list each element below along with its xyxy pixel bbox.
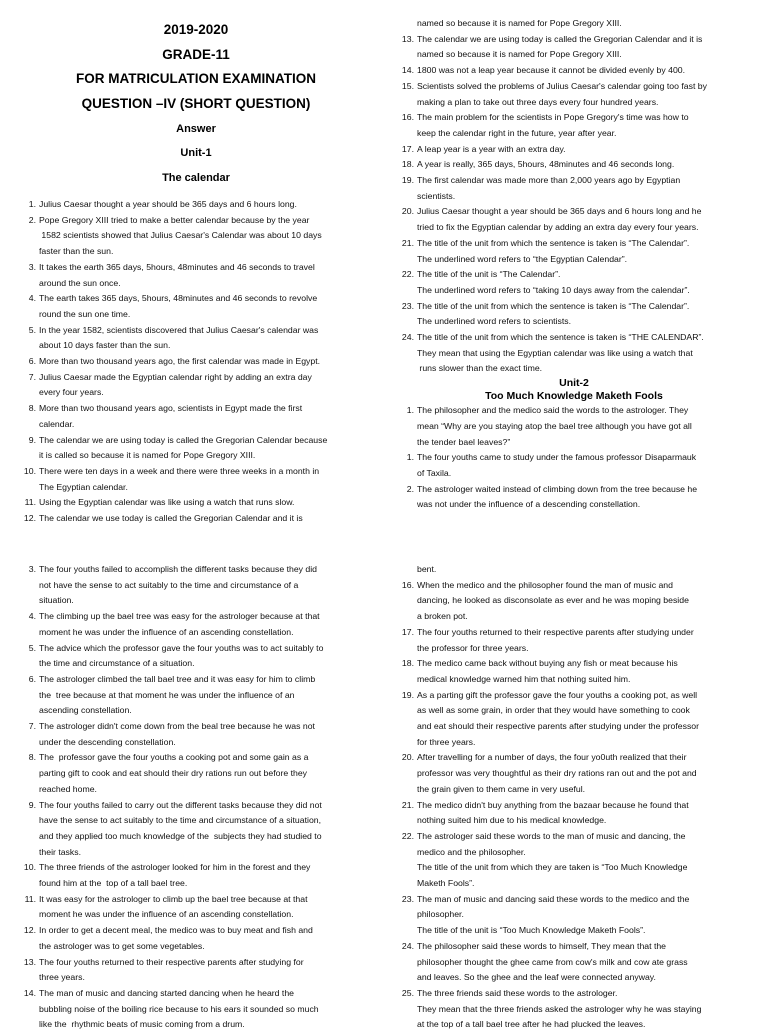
item-text: The earth takes 365 days, 5hours, 48minutes and 46 seconds to revolve round the sun one time. <box>39 293 318 319</box>
answer-list-unit2-part2 <box>20 562 372 1033</box>
list-item <box>20 213 372 260</box>
list-item <box>20 719 372 750</box>
item-number: 2. <box>406 483 414 494</box>
item-text: Julius Caesar thought a year should be 365 days and 6 hours long. <box>39 199 297 209</box>
heading-calendar: The calendar <box>162 172 230 184</box>
list-item <box>20 291 372 322</box>
list-item <box>20 923 372 954</box>
item-number: 20. <box>401 752 414 763</box>
heading-unit-2-title: Too Much Knowledge Maketh Fools <box>485 390 663 403</box>
heading-unit-1: Unit-1 <box>180 147 212 159</box>
item-number: 5. <box>28 642 36 653</box>
column-bottom-right <box>398 562 750 1033</box>
continuation-text: bent. <box>417 564 437 574</box>
item-number: 9. <box>28 434 36 445</box>
list-item <box>20 495 372 511</box>
item-text: The four youths returned to their respective parents after studying for three years. <box>39 956 304 983</box>
item-number: 18. <box>401 658 414 669</box>
heading-grade: GRADE-11 <box>162 46 230 62</box>
item-text: More than two thousand years ago, scientists in Egypt made the first calendar. <box>39 403 303 429</box>
item-text: The title of the unit from which the sentence is taken is “THE CALENDAR”. They mean that using the Egyptian calendar was like using a watch that runs slower than the exact time. <box>417 332 704 374</box>
item-text: The man of music and dancing said these words to the medico and the philosopher. The title of the unit is “Too Much Knowledge Maketh Fools”. <box>417 893 690 936</box>
column-top-right <box>398 16 750 513</box>
list-item <box>20 798 372 861</box>
item-text: The medico came back without buying any fish or meat because his medical knowledge warned him that nothing suited him. <box>417 658 678 684</box>
item-number: 7. <box>28 721 36 732</box>
item-number: 19. <box>401 175 414 186</box>
item-number: 8. <box>28 403 36 414</box>
list-item <box>20 464 372 495</box>
list-item <box>398 173 750 204</box>
item-text: 1800 was not a leap year because it cannot be divided evenly by 400. <box>417 65 686 76</box>
item-number: 14. <box>401 65 414 76</box>
answer-list-unit1-part1 <box>20 197 372 527</box>
item-number: 1. <box>406 405 414 416</box>
answer-list-unit2-part1 <box>398 403 750 513</box>
list-item <box>20 986 372 1033</box>
item-text: It takes the earth 365 days, 5hours, 48minutes and 46 seconds to travel around the sun once. <box>39 261 315 288</box>
heading-answer: Answer <box>176 123 216 135</box>
list-item <box>20 955 372 986</box>
column-top-left <box>20 18 372 527</box>
item-text: There were ten days in a week and there were three weeks in a month in The Egyptian calendar. <box>39 465 320 492</box>
list-item <box>20 260 372 291</box>
item-number: 21. <box>401 799 414 810</box>
item-text: The title of the unit from which the sentence is taken is “The Calendar”. The underlined word refers to scientists. <box>417 300 690 327</box>
item-number: 22. <box>401 830 414 841</box>
item-number: 17. <box>401 626 414 637</box>
heading-unit-2: Unit-2 <box>559 377 589 390</box>
item-text: In the year 1582, scientists discovered that Julius Caesar's calendar was about 10 days faster than the sun. <box>39 324 319 351</box>
list-item <box>398 450 750 481</box>
item-number: 3. <box>28 261 36 272</box>
item-number: 10. <box>23 465 36 476</box>
list-item <box>20 609 372 640</box>
item-number: 25. <box>401 987 414 998</box>
list-item <box>398 656 750 687</box>
list-item <box>398 142 750 158</box>
item-number: 1. <box>28 199 36 209</box>
list-item <box>398 157 750 173</box>
item-text: More than two thousand years ago, the first calendar was made in Egypt. <box>39 356 321 367</box>
item-text: The title of the unit from which the sentence is taken is “The Calendar”. The underlined word refers to “the Egyptian Calendar”. <box>417 237 690 264</box>
list-item <box>20 750 372 797</box>
item-text: The man of music and dancing started dancing when he heard the bubbling noise of the boiling rice because to his ears it sounded so much like the rhythmic beats of music coming from a drum. <box>39 987 319 1030</box>
item-text: The astrologer climbed the tall bael tree and it was easy for him to climb the tree because at that moment he was under the influence of an ascending constellation. <box>39 673 316 716</box>
item-number: 15. <box>401 80 414 91</box>
item-text: The three friends of the astrologer looked for him in the forest and they found him at the top of a tall bael tree. <box>39 862 311 889</box>
heading-exam: FOR MATRICULATION EXAMINATION <box>76 71 316 86</box>
item-number: 13. <box>401 33 414 44</box>
continuation-line <box>398 562 750 578</box>
list-item <box>398 299 750 330</box>
item-number: 6. <box>28 673 36 684</box>
item-text: In order to get a decent meal, the medico was to buy meat and fish and the astrologer was to get some vegetables. <box>39 925 313 951</box>
item-text: The title of the unit is “The Calendar”. The underlined word refers to “taking 10 days away from the calendar”. <box>417 269 690 295</box>
heading-year: 2019-2020 <box>163 22 229 37</box>
answer-list-unit2-part3 <box>398 578 750 1033</box>
item-number: 3. <box>28 564 36 574</box>
list-item <box>398 798 750 829</box>
list-item <box>398 403 750 450</box>
item-number: 11. <box>24 497 36 508</box>
item-text: Scientists solved the problems of Julius Caesar's calendar going too fast by making a plan to take out three days every four hundred years. <box>417 80 707 107</box>
list-item <box>20 672 372 719</box>
item-text: The main problem for the scientists in Pope Gregory's time was how to keep the calendar right in the future, year after year. <box>417 112 689 138</box>
list-item <box>398 829 750 892</box>
item-text: The astrologer didn't come down from the beal tree because he was not under the descending constellation. <box>39 721 315 747</box>
item-text: When the medico and the philosopher found the man of music and dancing, he looked as disconsolate as ever and he was moping beside a broken pot. <box>417 579 689 622</box>
item-number: 6. <box>28 356 36 367</box>
item-number: 1. <box>406 452 414 463</box>
item-number: 21. <box>401 237 414 248</box>
item-number: 14. <box>23 987 36 998</box>
item-text: Julius Caesar thought a year should be 365 days and 6 hours long and he tried to fix the Egyptian calendar by adding an extra day every four years. <box>417 206 702 233</box>
item-number: 12. <box>23 513 36 524</box>
item-number: 4. <box>28 293 36 304</box>
item-text: The calendar we are using today is called the Gregorian Calendar and it is named so because it is named for Pope Gregory XIII. <box>417 33 703 60</box>
list-item <box>398 32 750 63</box>
item-text: The advice which the professor gave the four youths was to act suitably to the time and circumstance of a situation. <box>39 642 324 669</box>
list-item <box>20 562 372 609</box>
item-number: 24. <box>401 332 414 343</box>
item-number: 4. <box>28 611 36 622</box>
item-number: 10. <box>23 862 36 873</box>
item-text: The four youths failed to accomplish the different tasks because they did not have the sense to act suitably to the time and circumstance of a situation. <box>39 564 317 606</box>
item-number: 19. <box>401 689 414 700</box>
item-text: The philosopher said these words to himself, They mean that the philosopher thought the ghee came from cow's milk and cow ate grass and leaves. So the ghee and the leaf were connected anyway. <box>417 940 688 983</box>
item-text: The calendar we are using today is called the Gregorian Calendar because it is called so because it is named for Pope Gregory XIII. <box>39 434 328 461</box>
item-number: 12. <box>23 925 36 936</box>
list-item <box>398 110 750 141</box>
list-item <box>20 892 372 923</box>
list-item <box>398 625 750 656</box>
item-text: After travelling for a number of days, the four yo0uth realized that their professor was very thoughtful as their dry rations ran out and the pot and the grain given to them came in very useful. <box>417 752 697 794</box>
item-text: The philosopher and the medico said the words to the astrologer. They mean “Why are you staying atop the bael tree although you have got all the tender bael leaves?” <box>417 405 692 447</box>
item-text: The four youths came to study under the famous professor Disaparmauk of Taxila. <box>417 452 697 478</box>
item-text: The calendar we use today is called the Gregorian Calendar and it is <box>39 513 303 524</box>
list-item <box>398 330 750 377</box>
item-text: Julius Caesar made the Egyptian calendar right by adding an extra day every four years. <box>39 371 312 398</box>
list-item <box>398 236 750 267</box>
item-number: 5. <box>28 324 36 335</box>
column-bottom-left <box>20 562 372 1033</box>
item-text: As a parting gift the professor gave the four youths a cooking pot, as well as well as some grain, in order that they would have something to cook and eat should their respective parents after studying under the professor for three years. <box>417 689 700 747</box>
continuation-line <box>398 16 750 32</box>
list-item <box>20 641 372 672</box>
item-number: 9. <box>28 799 36 810</box>
item-number: 11. <box>24 893 36 904</box>
item-number: 16. <box>401 112 414 123</box>
list-item <box>398 63 750 79</box>
list-item <box>20 197 372 213</box>
item-number: 24. <box>401 940 414 951</box>
list-item <box>398 79 750 110</box>
list-item <box>398 578 750 625</box>
item-text: Using the Egyptian calendar was like using a watch that runs slow. <box>39 497 295 508</box>
item-number: 20. <box>401 206 414 217</box>
item-number: 23. <box>401 300 414 311</box>
list-item <box>398 688 750 751</box>
list-item <box>20 370 372 401</box>
item-text: A year is really, 365 days, 5hours, 48minutes and 46 seconds long. <box>417 159 675 170</box>
item-number: 22. <box>401 269 414 280</box>
answer-list-unit1-part2 <box>398 32 750 377</box>
item-number: 7. <box>28 371 36 382</box>
item-number: 13. <box>23 956 36 967</box>
list-item <box>20 401 372 432</box>
item-number: 23. <box>401 893 414 904</box>
list-item <box>398 750 750 797</box>
item-text: The climbing up the bael tree was easy for the astrologer because at that moment he was under the influence of an ascending constellation. <box>39 611 320 637</box>
list-item <box>20 354 372 370</box>
item-text: The astrologer said these words to the man of music and dancing, the medico and the philosopher. The title of the unit from which they are taken is “Too Much Knowledge Maketh Fools”. <box>417 830 688 889</box>
list-item <box>20 860 372 891</box>
list-item <box>20 433 372 464</box>
list-item <box>398 204 750 235</box>
list-item <box>398 986 750 1033</box>
item-text: A leap year is a year with an extra day. <box>417 143 566 154</box>
list-item <box>20 323 372 354</box>
item-text: It was easy for the astrologer to climb up the bael tree because at that moment he was under the influence of an ascending constellation. <box>39 893 308 920</box>
list-item <box>398 267 750 298</box>
item-number: 2. <box>28 214 36 225</box>
item-text: The three friends said these words to the astrologer. They mean that the three friends asked the astrologer why he was staying at the top of a tall bael tree after he had plucked the leaves. <box>417 987 702 1030</box>
item-number: 18. <box>401 159 414 170</box>
list-item <box>398 939 750 986</box>
item-text: The astrologer waited instead of climbing down from the tree because he was not under the influence of a descending constellation. <box>417 483 698 510</box>
list-item <box>398 482 750 513</box>
item-text: The medico didn't buy anything from the bazaar because he found that nothing suited him due to his medical knowledge. <box>417 799 689 826</box>
list-item <box>20 511 372 527</box>
item-number: 17. <box>401 143 414 154</box>
continuation-text: named so because it is named for Pope Gregory XIII. <box>417 18 622 28</box>
heading-question: QUESTION –IV (SHORT QUESTION) <box>81 95 311 111</box>
item-number: 8. <box>28 752 36 763</box>
item-text: The four youths failed to carry out the different tasks because they did not have the sense to act suitably to the time and circumstance of a situation, and they applied too much knowledge of the subjects they had studied to their tasks. <box>39 799 322 857</box>
list-item <box>398 892 750 939</box>
item-number: 16. <box>401 579 414 590</box>
item-text: Pope Gregory XIII tried to make a better calendar because by the year 1582 scientists showed that Julius Caesar's Calendar was about 10 days faster than the sun. <box>39 214 322 257</box>
item-text: The first calendar was made more than 2,000 years ago by Egyptian scientists. <box>417 175 681 201</box>
item-text: The four youths returned to their respective parents after studying under the professor for three years. <box>417 626 694 653</box>
item-text: The professor gave the four youths a cooking pot and some gain as a parting gift to cook and eat should their dry rations run out before they reached home. <box>39 752 309 794</box>
